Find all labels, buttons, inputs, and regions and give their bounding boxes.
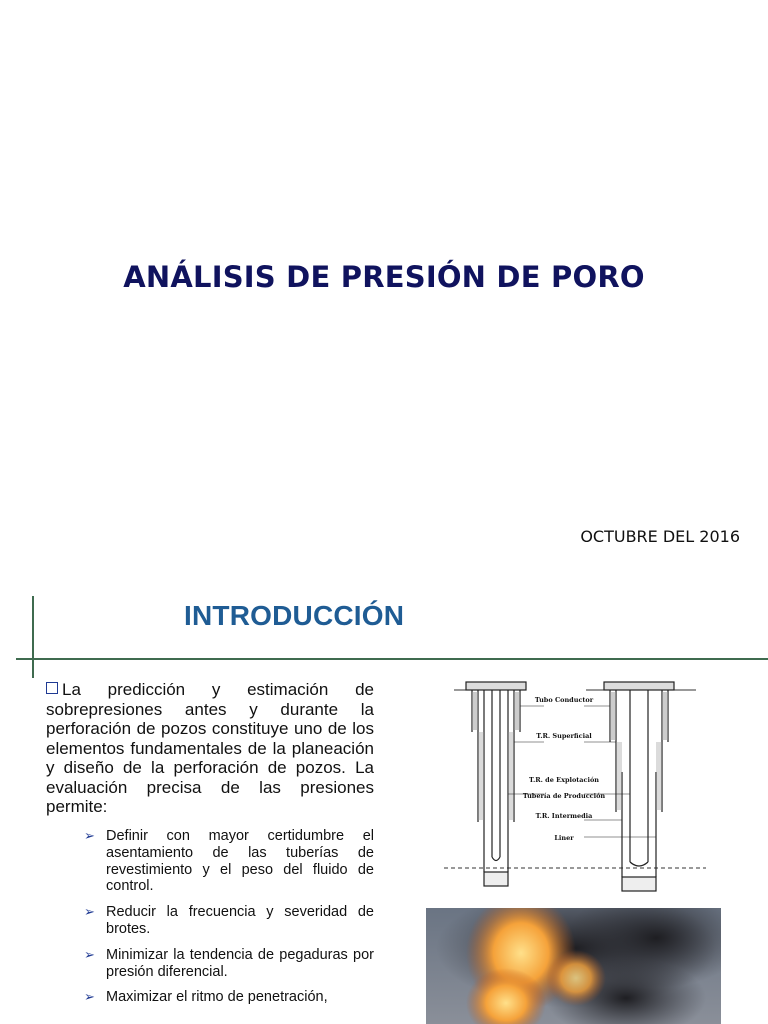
list-item-text: Reducir la frecuencia y severidad de brotes. [106, 904, 374, 937]
well-blowout-fire-photo [426, 908, 721, 1024]
well-casing-diagram [444, 672, 706, 898]
diagram-label-superficial: T.R. Superficial [536, 732, 592, 740]
list-item [84, 828, 374, 895]
sub-bullet-list [84, 828, 374, 1015]
list-item [84, 947, 374, 981]
list-item [84, 904, 374, 938]
list-item-text: Definir con mayor certidumbre el asentamiento de las tuberías de revestimiento y el peso del fluido de control. [106, 828, 374, 895]
slide-title: ANÁLISIS DE PRESIÓN DE PORO [123, 260, 645, 294]
diagram-label-liner: Liner [554, 834, 574, 842]
intro-paragraph [46, 680, 374, 817]
vertical-rule [32, 596, 34, 678]
list-item-text: Minimizar la tendencia de pegaduras por presión diferencial. [106, 946, 374, 980]
arrow-bullet-icon: ➢ [84, 946, 95, 962]
list-item-text: Maximizar el ritmo de penetración, [106, 989, 328, 1006]
arrow-bullet-icon: ➢ [84, 904, 95, 920]
horizontal-rule [16, 658, 768, 660]
intro-text: La predicción y estimación de sobrepresiones antes y durante la perforación de pozos constituye uno de los elementos fundamentales de la planeación y diseño de la perforación de pozos. La evaluación precisa de las presiones permite: [46, 680, 374, 816]
diagram-label-produccion: Tubería de Producción [522, 792, 606, 800]
arrow-bullet-icon: ➢ [84, 828, 95, 843]
checkbox-bullet-icon [46, 682, 58, 694]
section-heading: INTRODUCCIÓN [184, 600, 405, 631]
list-item [84, 989, 374, 1006]
diagram-label-intermedia: T.R. Intermedia [535, 812, 593, 820]
slide-date: OCTUBRE DEL 2016 [580, 527, 740, 546]
diagram-label-explotacion: T.R. de Explotación [528, 776, 600, 784]
arrow-bullet-icon: ➢ [84, 989, 95, 1005]
diagram-label-tubo: Tubo Conductor [534, 696, 594, 704]
